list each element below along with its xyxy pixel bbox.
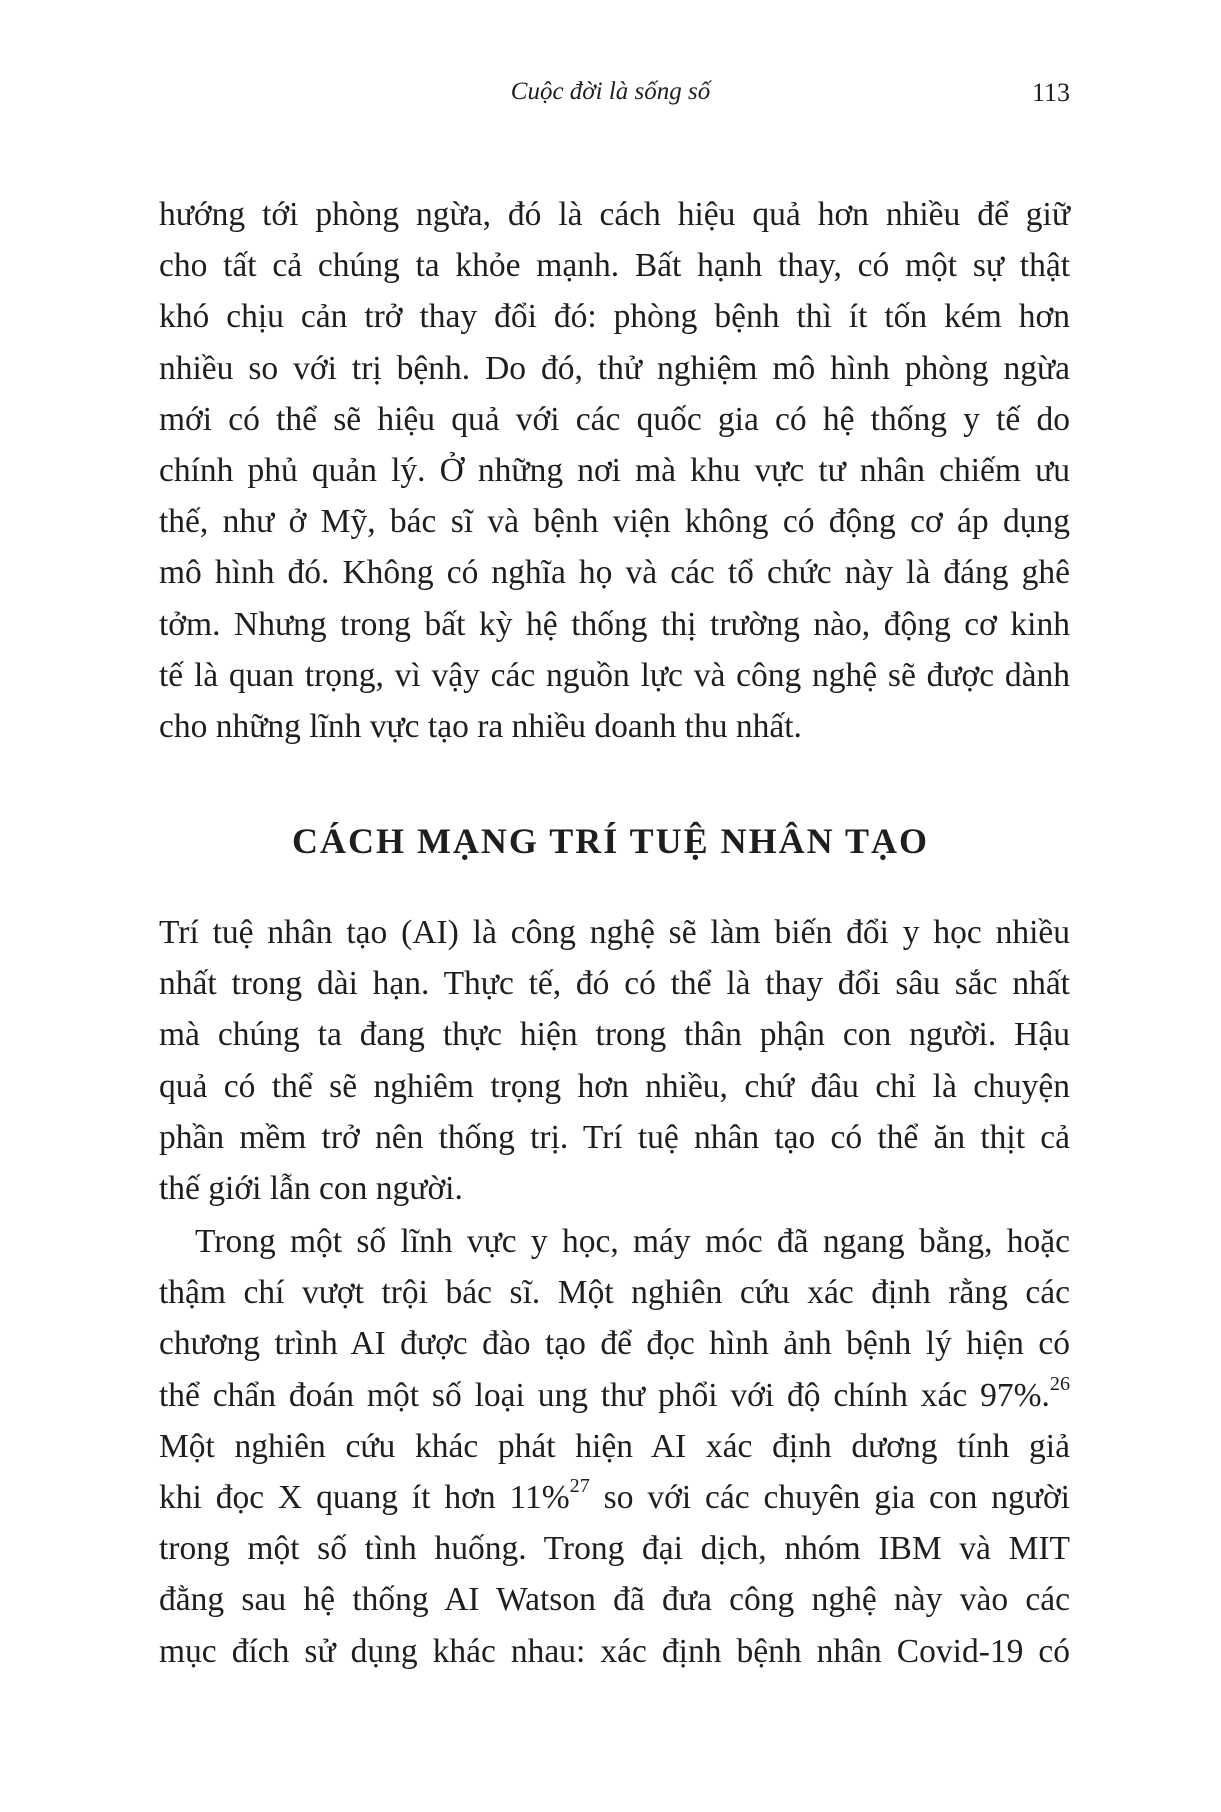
paragraph-3 — [159, 1216, 1070, 1677]
text-line — [159, 1370, 1070, 1421]
text-line: khó chịu cản trở thay đổi đó: phòng bệnh thì ít tốn kém hơn — [159, 298, 1070, 336]
running-title: Cuộc đời là sống số — [510, 78, 711, 105]
text-segment: khi đọc X quang ít hơn 11% — [159, 1478, 570, 1516]
text-line: chính phủ quản lý. Ở những nơi mà khu vực tư nhân chiếm ưu — [159, 451, 1070, 489]
text-line: tế là quan trọng, vì vậy các nguồn lực và công nghệ sẽ được dành — [159, 656, 1070, 694]
text-line: cho tất cả chúng ta khỏe mạnh. Bất hạnh thay, có một sự thật — [159, 247, 1070, 285]
text-line: mà chúng ta đang thực hiện trong thân phận con người. Hậu — [159, 1016, 1070, 1054]
text-line: trong một số tình huống. Trong đại dịch, nhóm IBM và MIT — [159, 1530, 1070, 1568]
paragraph-1 — [159, 189, 1070, 752]
page-number: 113 — [1031, 78, 1070, 107]
text-line: thế giới lẫn con người. — [159, 1169, 463, 1207]
text-line: mới có thể sẽ hiệu quả với các quốc gia có hệ thống y tế do — [159, 400, 1070, 438]
text-line: thế, như ở Mỹ, bác sĩ và bệnh viện không có động cơ áp dụng — [159, 503, 1070, 541]
text-line: Một nghiên cứu khác phát hiện AI xác định dương tính giả — [159, 1427, 1070, 1465]
text-line: nhất trong dài hạn. Thực tế, đó có thể là thay đổi sâu sắc nhất — [159, 965, 1070, 1003]
text-line: mô hình đó. Không có nghĩa họ và các tổ chức này là đáng ghê — [159, 554, 1070, 592]
text-line: nhiều so với trị bệnh. Do đó, thử nghiệm mô hình phòng ngừa — [159, 349, 1070, 387]
text-segment: so với các chuyên gia con người — [589, 1478, 1070, 1516]
text-line: cho những lĩnh vực tạo ra nhiều doanh thu nhất. — [159, 707, 802, 745]
text-line: quả có thể sẽ nghiêm trọng hơn nhiều, chứ đâu chỉ là chuyện — [159, 1067, 1070, 1105]
text-line: Trong một số lĩnh vực y học, máy móc đã ngang bằng, hoặc — [195, 1223, 1070, 1260]
text-line: chương trình AI được đào tạo để đọc hình ảnh bệnh lý hiện có — [159, 1325, 1070, 1363]
paragraph-2 — [159, 907, 1070, 1214]
text-line: tởm. Nhưng trong bất kỳ hệ thống thị trường nào, động cơ kinh — [159, 605, 1070, 643]
text-segment: thể chẩn đoán một số loại ung thư phổi với độ chính xác 97%. — [159, 1376, 1050, 1414]
text-line — [159, 1472, 1070, 1523]
text-line: thậm chí vượt trội bác sĩ. Một nghiên cứu xác định rằng các — [159, 1274, 1070, 1312]
footnote-ref-26[interactable]: 26 — [1049, 1372, 1070, 1395]
text-line: Trí tuệ nhân tạo (AI) là công nghệ sẽ làm biến đổi y học nhiều — [159, 914, 1070, 951]
text-line: mục đích sử dụng khác nhau: xác định bệnh nhân Covid-19 có — [159, 1632, 1070, 1670]
footnote-ref-27[interactable]: 27 — [569, 1474, 590, 1497]
text-line: đằng sau hệ thống AI Watson đã đưa công nghệ này vào các — [159, 1581, 1070, 1619]
text-line: phần mềm trở nên thống trị. Trí tuệ nhân tạo có thể ăn thịt cả — [159, 1118, 1070, 1156]
section-heading: CÁCH MẠNG TRÍ TUỆ NHÂN TẠO — [291, 821, 930, 861]
text-line: hướng tới phòng ngừa, đó là cách hiệu quả hơn nhiều để giữ — [159, 196, 1070, 233]
